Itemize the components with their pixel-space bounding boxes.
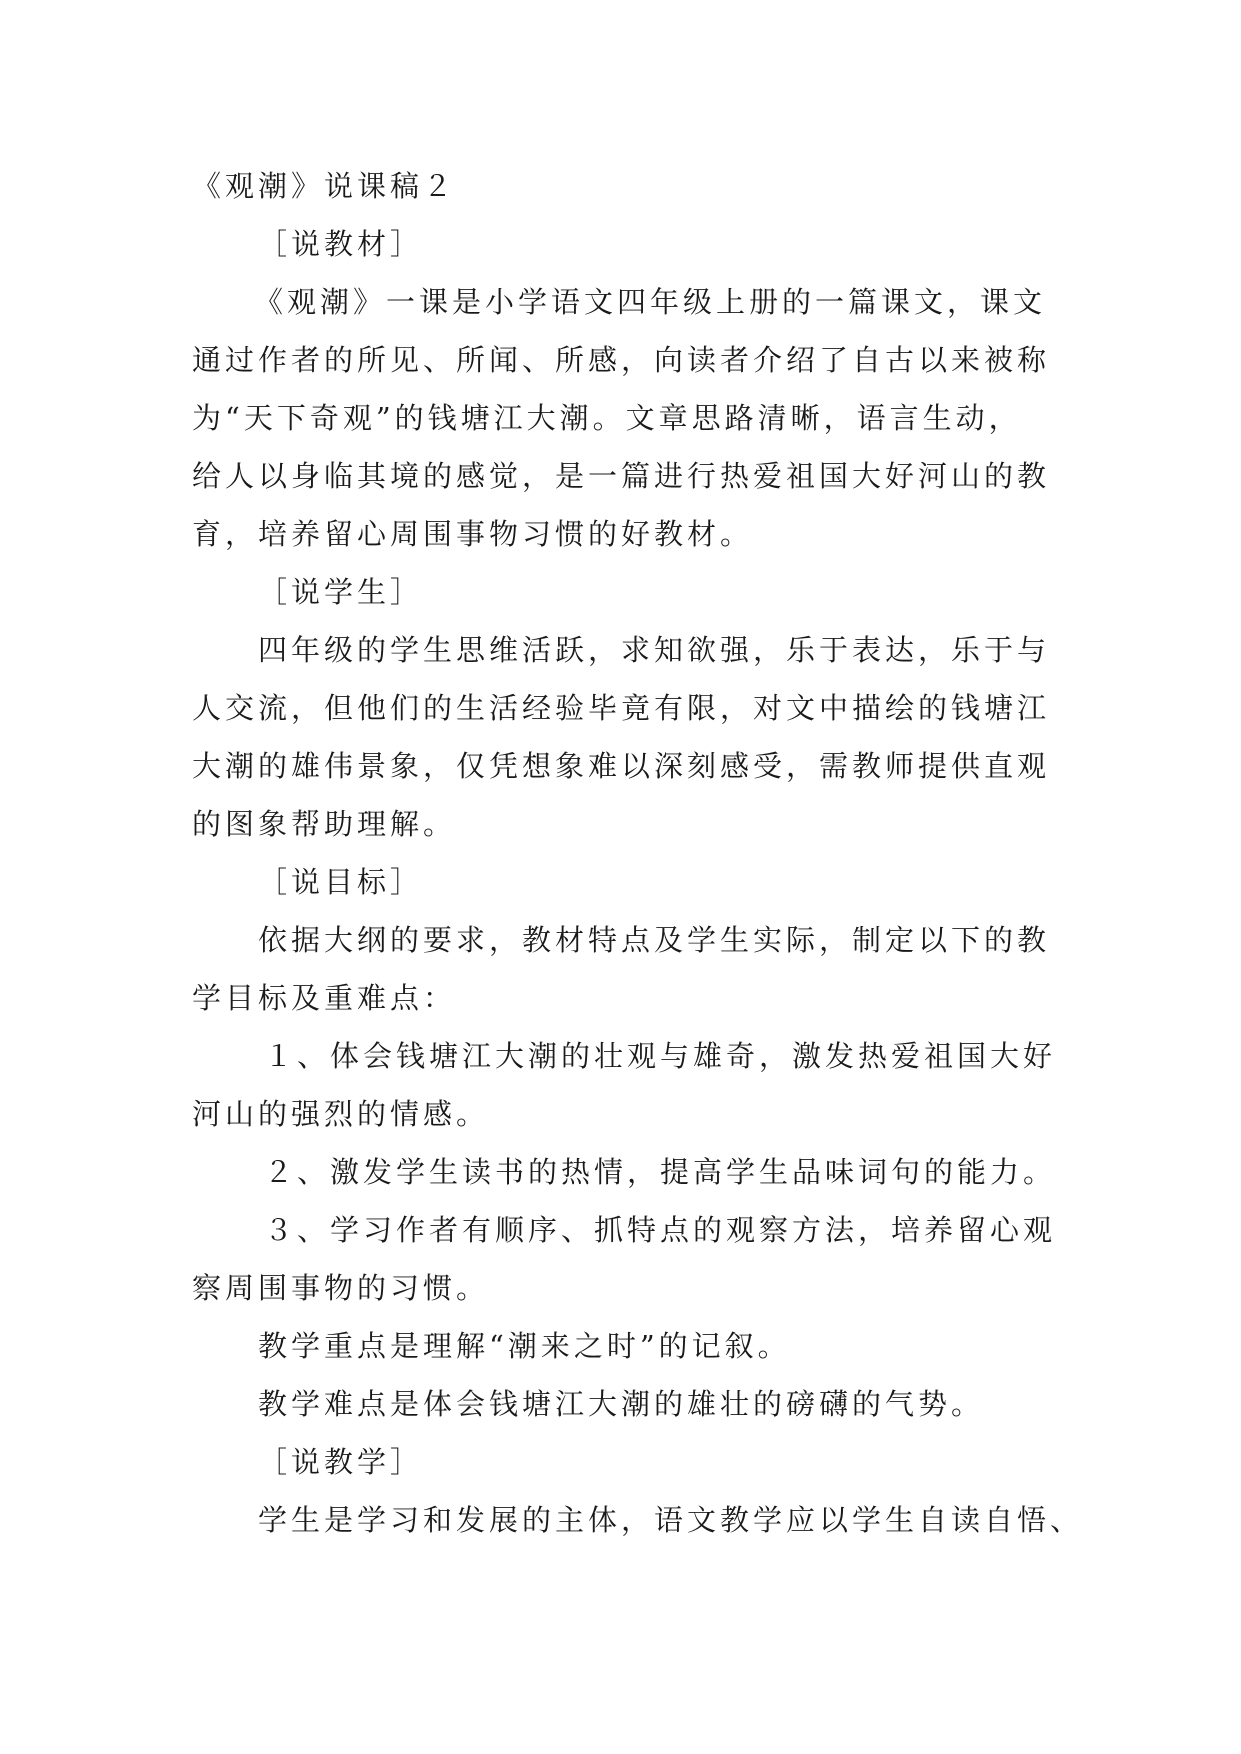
paragraph-line: 大潮的雄伟景象，仅凭想象难以深刻感受，需教师提供直观 bbox=[192, 749, 1051, 783]
list-item-line: １、体会钱塘江大潮的壮观与雄奇，激发热爱祖国大好 bbox=[264, 1039, 1057, 1073]
paragraph-line: 学目标及重难点： bbox=[192, 981, 457, 1015]
list-item-line: ２、激发学生读书的热情，提高学生品味词句的能力。 bbox=[264, 1155, 1057, 1189]
section-heading: ［说学生］ bbox=[258, 575, 424, 609]
paragraph-line: 《观潮》一课是小学语文四年级上册的一篇课文，课文 bbox=[254, 285, 1047, 319]
paragraph-line: 学生是学习和发展的主体，语文教学应以学生自读自悟、 bbox=[258, 1503, 1084, 1537]
paragraph-line: 的图象帮助理解。 bbox=[192, 807, 457, 841]
section-heading: ［说教学］ bbox=[258, 1445, 424, 1479]
section-heading: ［说教材］ bbox=[258, 227, 424, 261]
list-item-line: 察周围事物的习惯。 bbox=[192, 1271, 490, 1305]
paragraph-line: 育，培养留心周围事物习惯的好教材。 bbox=[192, 517, 754, 551]
paragraph-line: 通过作者的所见、所闻、所感，向读者介绍了自古以来被称 bbox=[192, 343, 1051, 377]
paragraph-line: 教学重点是理解“潮来之时”的记叙。 bbox=[258, 1329, 791, 1363]
paragraph-line: 人交流，但他们的生活经验毕竟有限，对文中描绘的钱塘江 bbox=[192, 691, 1051, 725]
list-item-line: 河山的强烈的情感。 bbox=[192, 1097, 490, 1131]
paragraph-line: 依据大纲的要求，教材特点及学生实际，制定以下的教 bbox=[258, 923, 1051, 957]
paragraph-line: 为“天下奇观”的钱塘江大潮。文章思路清晰，语言生动， bbox=[192, 401, 1022, 435]
paragraph-line: 四年级的学生思维活跃，求知欲强，乐于表达，乐于与 bbox=[258, 633, 1051, 667]
list-item-line: ３、学习作者有顺序、抓特点的观察方法，培养留心观 bbox=[264, 1213, 1057, 1247]
paragraph-line: 教学难点是体会钱塘江大潮的雄壮的磅礴的气势。 bbox=[258, 1387, 985, 1421]
section-heading: ［说目标］ bbox=[258, 865, 424, 899]
paragraph-line: 给人以身临其境的感觉，是一篇进行热爱祖国大好河山的教 bbox=[192, 459, 1051, 493]
document-title: 《观潮》说课稿２ bbox=[192, 169, 457, 203]
